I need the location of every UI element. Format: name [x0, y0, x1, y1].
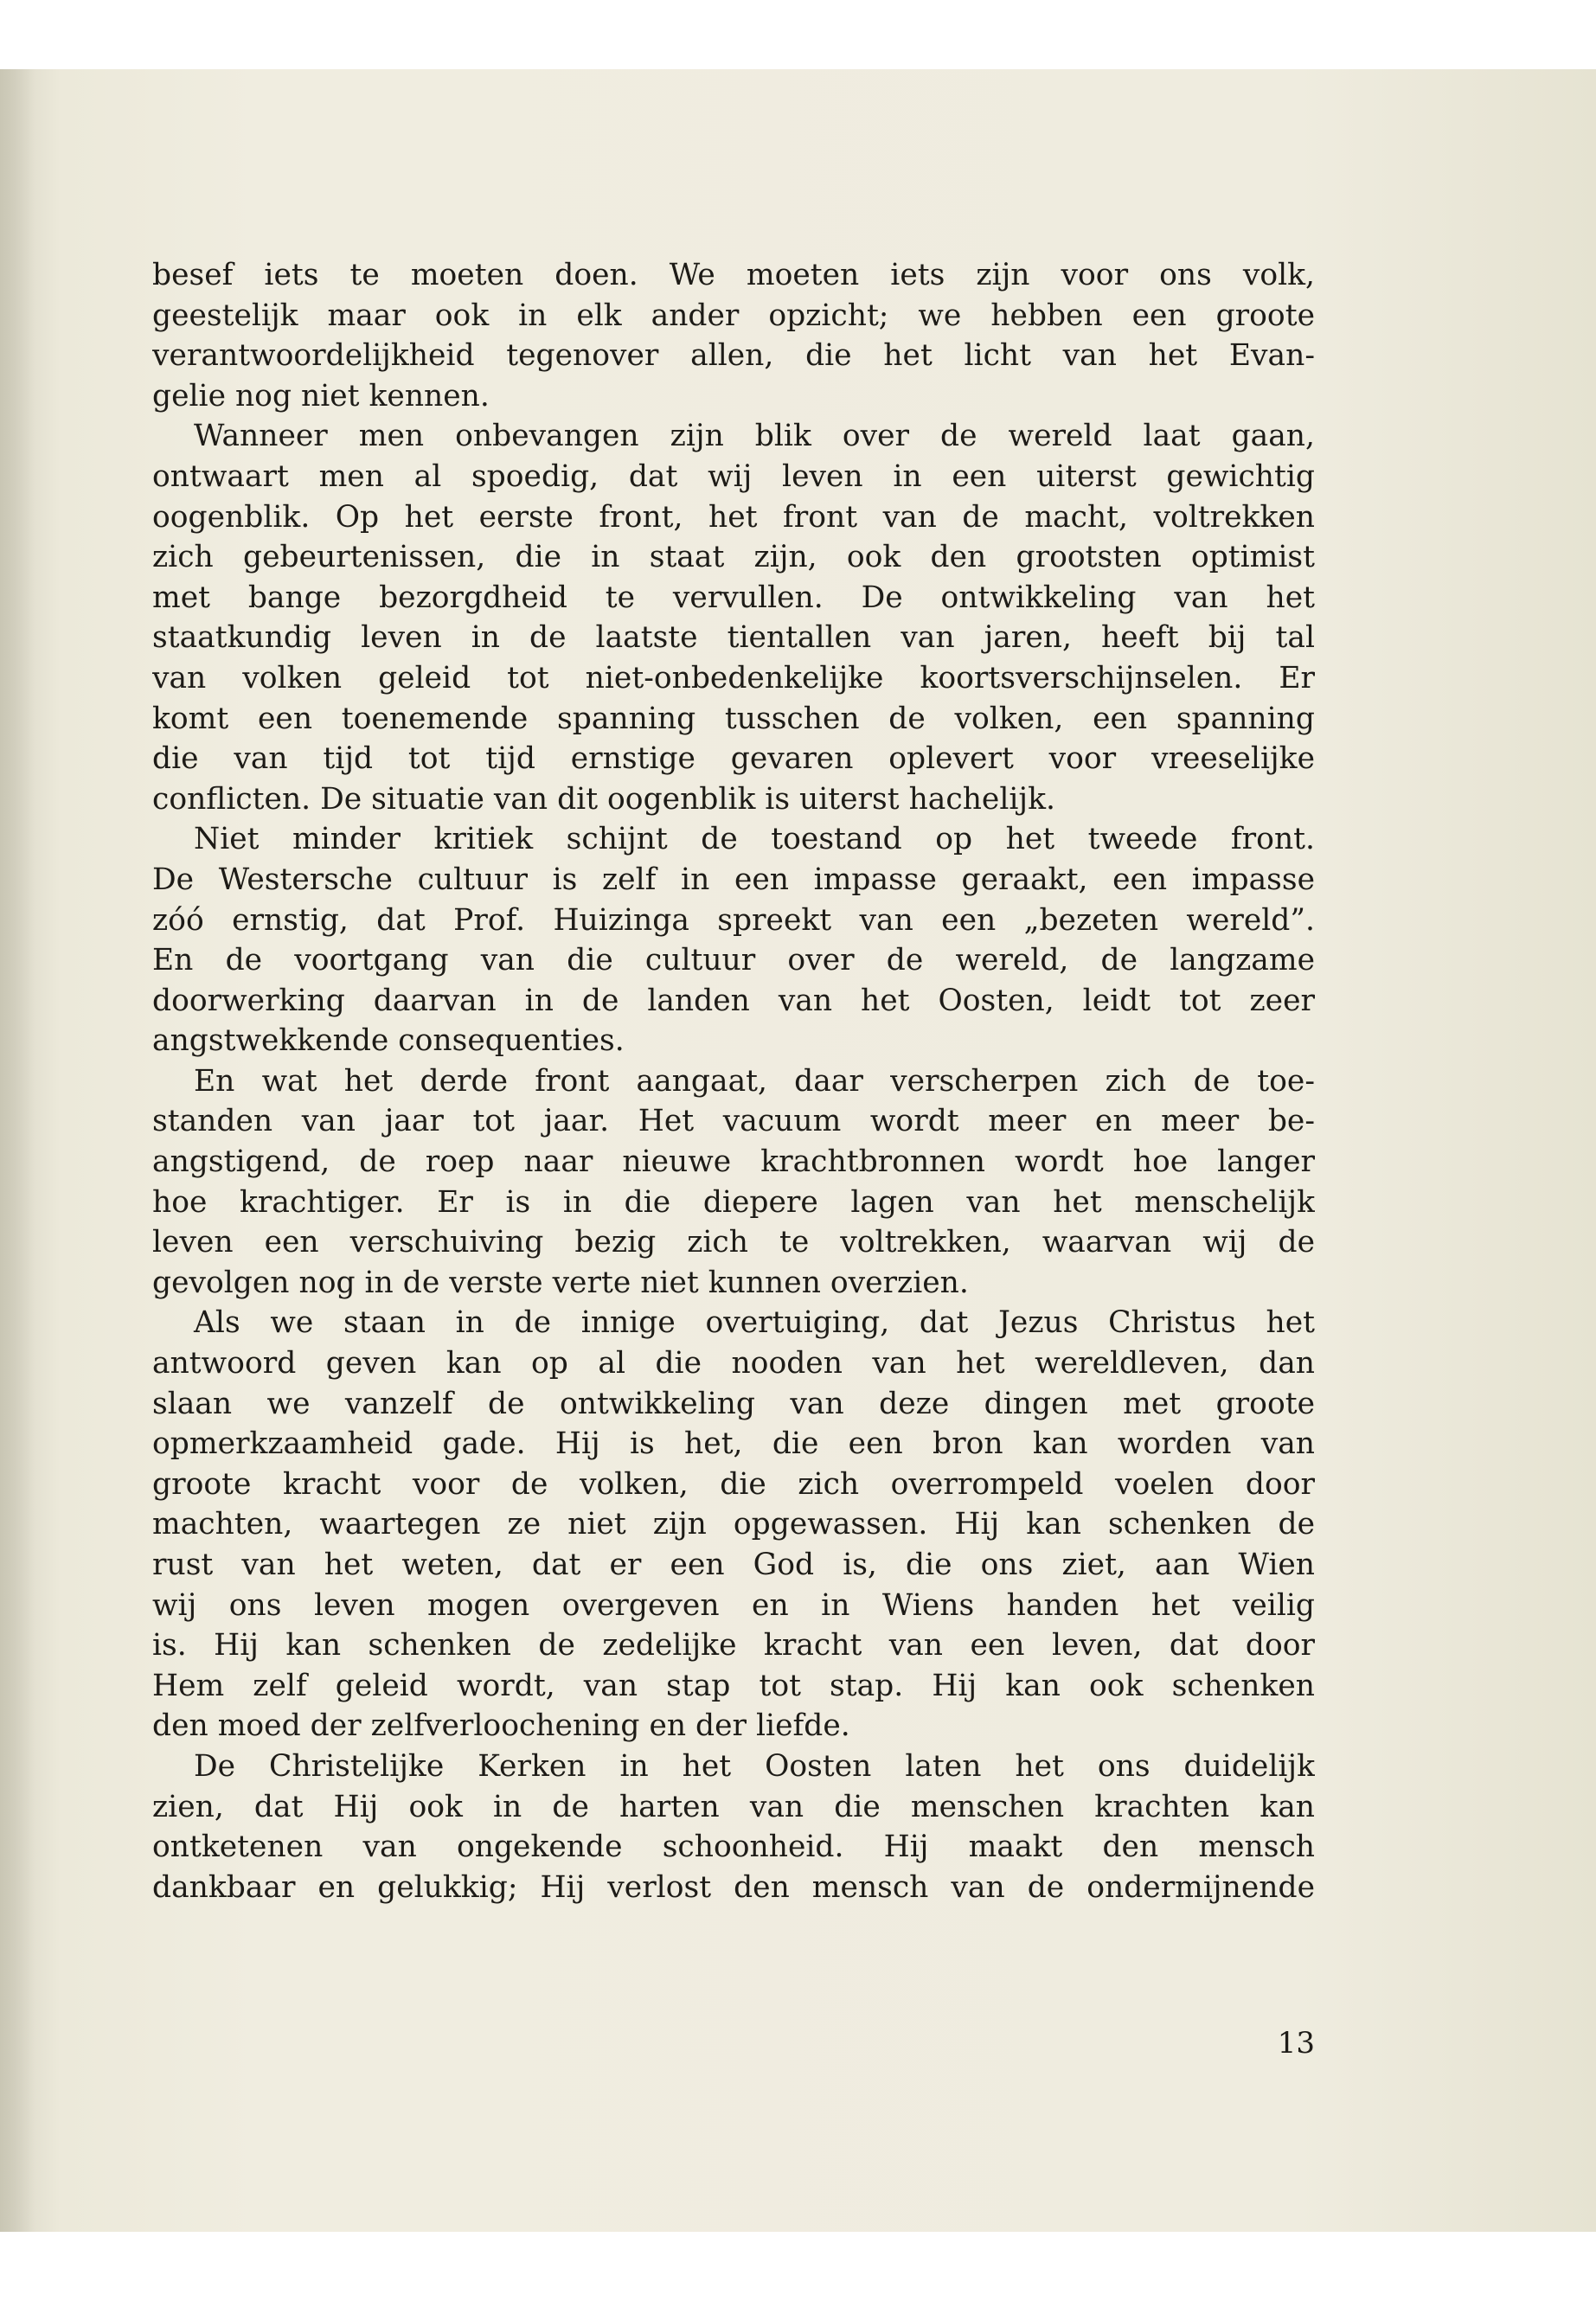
- text-line: is. Hij kan schenken de zedelijke kracht van een leven, dat door: [152, 1628, 1315, 1663]
- text-line: besef iets te moeten doen. We moeten iets zijn voor ons volk,: [152, 258, 1315, 292]
- text-line: groote kracht voor de volken, die zich overrompeld voelen door: [152, 1466, 1315, 1502]
- text-line: van volken geleid tot niet-onbedenkelijke koortsverschijnselen. Er: [152, 660, 1315, 695]
- text-line: Hem zelf geleid wordt, van stap tot stap. Hij kan ook schenken: [152, 1668, 1315, 1703]
- text-line: slaan we vanzelf de ontwikkeling van deze dingen met groote: [152, 1386, 1315, 1421]
- text-line: En wat het derde front aangaat, daar verscherpen zich de toe-: [194, 1063, 1315, 1099]
- page-number: 13: [1277, 2026, 1315, 2061]
- text-line: wij ons leven mogen overgeven en in Wiens handen het veilig: [152, 1587, 1315, 1623]
- text-line: En de voortgang van die cultuur over de wereld, de langzame: [152, 943, 1315, 978]
- text-line: Als we staan in de innige overtuiging, dat Jezus Christus het: [194, 1305, 1315, 1341]
- text-line: angstigend, de roep naar nieuwe krachtbronnen wordt hoe langer: [152, 1144, 1315, 1180]
- text-line: gevolgen nog in de verste verte niet kunnen overzien.: [152, 1265, 969, 1300]
- text-line: gelie nog niet kennen.: [152, 378, 490, 413]
- text-line: komt een toenemende spanning tusschen de volken, een spanning: [152, 701, 1315, 736]
- text-line: opmerkzaamheid gade. Hij is het, die een bron kan worden van: [152, 1426, 1315, 1462]
- text-line: rust van het weten, dat er een God is, die ons ziet, aan Wien: [152, 1548, 1315, 1582]
- text-line: hoe krachtiger. Er is in die diepere lagen van het menschelijk: [152, 1184, 1315, 1220]
- text-line: die van tijd tot tijd ernstige gevaren oplevert voor vreeselijke: [152, 741, 1315, 777]
- text-line: conflicten. De situatie van dit oogenblik is uiterst hachelijk.: [152, 781, 1055, 817]
- text-line: dankbaar en gelukkig; Hij verlost den mensch van de ondermijnende: [152, 1869, 1315, 1905]
- scanned-page: [0, 69, 1596, 2232]
- text-line: staatkundig leven in de laatste tientallen van jaren, heeft bij tal: [152, 620, 1315, 656]
- body-text: [152, 255, 1315, 1907]
- text-line: De Christelijke Kerken in het Oosten laten het ons duidelijk: [194, 1748, 1315, 1784]
- text-line: geestelijk maar ook in elk ander opzicht; we hebben een groote: [152, 298, 1315, 333]
- text-line: angstwekkende consequenties.: [152, 1023, 625, 1059]
- text-line: machten, waartegen ze niet zijn opgewassen. Hij kan schenken de: [152, 1507, 1315, 1542]
- text-line: ontwaart men al spoedig, dat wij leven in een uiterst gewichtig: [152, 458, 1315, 494]
- text-line: zien, dat Hij ook in de harten van die menschen krachten kan: [152, 1789, 1315, 1824]
- text-line: met bange bezorgdheid te vervullen. De ontwikkeling van het: [152, 580, 1315, 615]
- text-line: standen van jaar tot jaar. Het vacuum wordt meer en meer be-: [152, 1104, 1315, 1139]
- text-line: doorwerking daarvan in de landen van het Oosten, leidt tot zeer: [152, 983, 1315, 1018]
- text-line: Niet minder kritiek schijnt de toestand op het tweede front.: [194, 822, 1315, 857]
- text-line: zich gebeurtenissen, die in staat zijn, ook den grootsten optimist: [152, 540, 1315, 575]
- text-line: ontketenen van ongekende schoonheid. Hij maakt den mensch: [152, 1830, 1315, 1865]
- text-line: den moed der zelfverloochening en der liefde.: [152, 1708, 850, 1744]
- text-line: antwoord geven kan op al die nooden van het wereldleven, dan: [152, 1346, 1315, 1381]
- text-line: De Westersche cultuur is zelf in een impasse geraakt, een impasse: [152, 862, 1315, 897]
- text-line: verantwoordelijkheid tegenover allen, die het licht van het Evan-: [152, 338, 1315, 374]
- text-line: oogenblik. Op het eerste front, het front van de macht, voltrekken: [152, 499, 1315, 535]
- text-line: leven een verschuiving bezig zich te voltrekken, waarvan wij de: [152, 1225, 1315, 1260]
- text-line: zóó ernstig, dat Prof. Huizinga spreekt van een „bezeten wereld”.: [152, 902, 1315, 938]
- text-line: Wanneer men onbevangen zijn blik over de wereld laat gaan,: [194, 419, 1315, 454]
